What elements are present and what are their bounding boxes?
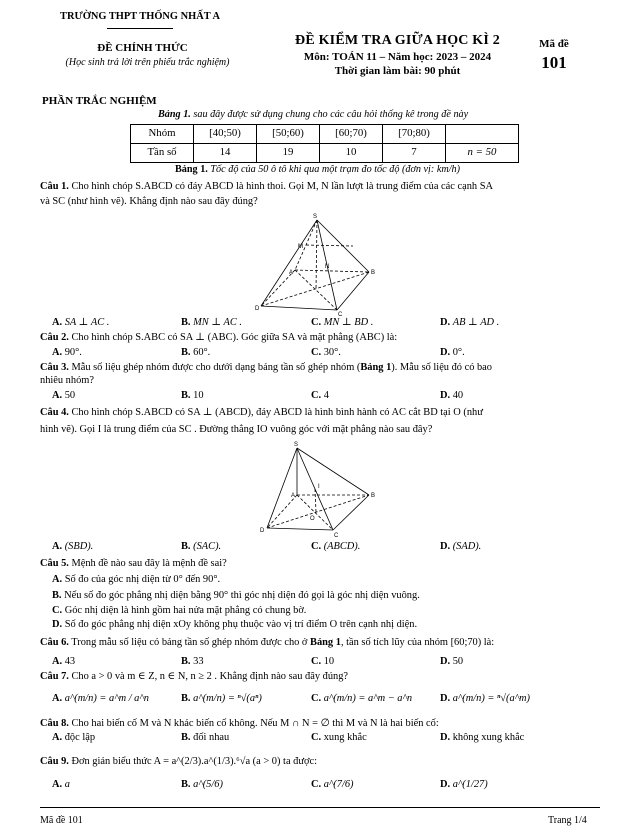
- q7-option-c[interactable]: C. a^(m/n) = a^m − a^n: [311, 693, 413, 704]
- table-row: [131, 125, 519, 144]
- option-text: (SBD).: [64, 541, 94, 552]
- school-name: TRƯỜNG THPT THỐNG NHẤT A: [60, 11, 220, 22]
- frequency-table: [130, 124, 519, 163]
- question-label: Câu 1.: [40, 181, 69, 192]
- option-text: a^(7/6): [323, 779, 354, 790]
- q3-option-b[interactable]: B. 10: [181, 390, 204, 401]
- option-text: 43: [64, 656, 76, 667]
- q4-option-d[interactable]: D. (SAD).: [440, 541, 482, 552]
- table-cell: [60;70): [320, 125, 383, 144]
- exam-title: ĐỀ KIỂM TRA GIỮA HỌC KÌ 2: [295, 33, 500, 48]
- table-caption-bottom: [175, 164, 460, 177]
- q1-option-b[interactable]: B. MN ⊥ AC .: [181, 317, 242, 328]
- caption-bottom-bold: Bảng 1.: [175, 164, 208, 175]
- label-b: B: [371, 493, 376, 499]
- option-text: 4: [323, 390, 329, 401]
- question-text: Mệnh đề nào sau đây là mệnh đề sai?: [68, 558, 227, 569]
- question-text: Mẫu số liệu ghép nhóm được cho dưới dạng bảng tần số ghép nhóm (: [68, 362, 361, 373]
- option-text: MN ⊥ AC .: [193, 317, 242, 328]
- question-label: Câu 9.: [40, 756, 69, 767]
- label-c: C: [338, 312, 343, 318]
- exam-code-value: 101: [541, 53, 567, 72]
- option-text: 50: [64, 390, 76, 401]
- option-text: 90°.: [64, 347, 82, 358]
- question-label: Câu 4.: [40, 407, 69, 418]
- question-text: Cho a > 0 và m ∈ Z, n ∈ N, n ≥ 2 . Khẳng định nào sau đây đúng?: [68, 671, 349, 682]
- option-text: 10: [323, 656, 335, 667]
- q3-option-c[interactable]: C. 4: [311, 390, 329, 401]
- exam-code-label: Mã đề: [539, 38, 569, 50]
- table-cell: 10: [320, 144, 383, 163]
- table-reference: Bảng 1: [310, 637, 341, 648]
- question-2: [40, 331, 397, 344]
- table-cell: [446, 125, 519, 144]
- option-text: a^(1/27): [452, 779, 488, 790]
- label-m: M: [298, 244, 303, 250]
- q9-option-c[interactable]: C. a^(7/6): [311, 779, 354, 790]
- question-text: Trong mẫu số liệu có bảng tần số ghép nhóm được cho ở: [68, 637, 311, 648]
- q7-option-b[interactable]: B. a^(m/n) = ⁿ√(aⁿ): [181, 693, 262, 704]
- table-cell: Nhóm: [131, 125, 194, 144]
- option-text: độc lập: [64, 732, 96, 743]
- question-4-line2: hình vẽ). Gọi I là trung điểm của SC . Đường thẳng IO vuông góc với mặt phẳng nào sau đây?: [40, 424, 433, 435]
- option-text: a^(m/n) = a^m − a^n: [323, 693, 413, 704]
- section-title: PHẦN TRẮC NGHIỆM: [42, 95, 157, 107]
- caption-bottom-text: Tốc độ của 50 ô tô khi qua một trạm đo tốc độ (đơn vị: km/h): [207, 164, 461, 175]
- q6-option-d[interactable]: D. 50: [440, 656, 464, 667]
- caption-top-text: sau đây được sử dụng chung cho các câu hỏi thống kê trong đề này: [190, 109, 469, 120]
- option-text: Nếu số đo góc phẳng nhị diện bằng 90° thì góc nhị diện đó gọi là góc nhị diện vuông.: [64, 590, 420, 601]
- option-text: (ABCD).: [323, 541, 361, 552]
- label-s: S: [294, 442, 299, 448]
- option-text: (SAC).: [193, 541, 222, 552]
- table-cell: 7: [383, 144, 446, 163]
- table-cell: 14: [194, 144, 257, 163]
- option-text: 40: [452, 390, 464, 401]
- table-cell: 19: [257, 144, 320, 163]
- table-row: [131, 144, 519, 163]
- option-text: xung khắc: [323, 732, 367, 743]
- label-a: A: [289, 270, 294, 276]
- pyramid-figure-2: [255, 440, 380, 540]
- label-o: O: [310, 516, 315, 522]
- table-cell: [70;80): [383, 125, 446, 144]
- option-text: a^(m/n) = ⁿ√(aⁿ): [193, 693, 262, 704]
- option-text: đối nhau: [193, 732, 230, 743]
- option-text: Số đo góc phẳng nhị diện xOy không phụ thuộc vào vị trí điểm O trên cạnh nhị diện.: [64, 619, 418, 630]
- label-b: B: [371, 270, 376, 276]
- q5-option-d[interactable]: D. Số đo góc phẳng nhị diện xOy không phụ thuộc vào vị trí điểm O trên cạnh nhị diện.: [52, 619, 418, 630]
- option-text: Góc nhị diện là hình gồm hai nửa mặt phẳng có chung bờ.: [64, 605, 307, 616]
- q8-option-b[interactable]: B. đối nhau: [181, 732, 230, 743]
- option-text: 30°.: [323, 347, 341, 358]
- question-6: [40, 636, 494, 649]
- label-d: D: [260, 528, 265, 534]
- table-reference: Bảng 1: [360, 362, 392, 373]
- q9-option-d[interactable]: D. a^(1/27): [440, 779, 488, 790]
- option-text: 10: [193, 390, 204, 401]
- question-3: [40, 361, 492, 374]
- q9-option-b[interactable]: B. a^(5/6): [181, 779, 223, 790]
- q2-option-a[interactable]: A. 90°.: [52, 347, 82, 358]
- table-cell: [50;60): [257, 125, 320, 144]
- q7-option-a[interactable]: A. a^(m/n) = a^m / a^n: [52, 693, 149, 704]
- option-text: a^(m/n) = ⁿ√(a^m): [452, 693, 530, 704]
- option-text: SA ⊥ AC .: [64, 317, 110, 328]
- footer-divider: [40, 807, 600, 808]
- label-a: A: [291, 493, 296, 499]
- q1-option-a[interactable]: A. SA ⊥ AC .: [52, 317, 110, 328]
- q5-option-b[interactable]: B. Nếu số đo góc phẳng nhị diện bằng 90° thì góc nhị diện đó gọi là góc nhị diện vuông.: [52, 590, 420, 601]
- q2-option-c[interactable]: C. 30°.: [311, 347, 341, 358]
- q1-option-c[interactable]: C. MN ⊥ BD .: [311, 317, 374, 328]
- question-label: Câu 5.: [40, 558, 69, 569]
- label-i: I: [318, 484, 320, 490]
- q7-option-d[interactable]: D. a^(m/n) = ⁿ√(a^m): [440, 693, 530, 704]
- option-text: a^(m/n) = a^m / a^n: [64, 693, 149, 704]
- option-text: AB ⊥ AD .: [452, 317, 500, 328]
- question-1: [40, 180, 493, 193]
- table-cell: [40;50): [194, 125, 257, 144]
- question-label: Câu 6.: [40, 637, 69, 648]
- footer-page: Trang 1/4: [548, 815, 587, 826]
- q8-option-d[interactable]: D. không xung khắc: [440, 732, 525, 743]
- q4-option-b[interactable]: B. (SAC).: [181, 541, 222, 552]
- option-text: MN ⊥ BD .: [323, 317, 374, 328]
- footer-code: Mã đề 101: [40, 815, 83, 826]
- question-7: [40, 670, 348, 683]
- q3-option-a[interactable]: A. 50: [52, 390, 76, 401]
- option-text: 60°.: [193, 347, 211, 358]
- q5-option-a[interactable]: A. Số đo của góc nhị diện từ 0° đến 90°.: [52, 574, 221, 585]
- q2-option-d[interactable]: D. 0°.: [440, 347, 465, 358]
- question-9: [40, 755, 317, 768]
- q5-option-c[interactable]: C. Góc nhị diện là hình gồm hai nửa mặt phẳng có chung bờ.: [52, 605, 307, 616]
- label-c: C: [334, 533, 339, 539]
- question-4: [40, 406, 483, 419]
- question-text: Cho hình chóp S.ABC có SA ⊥ (ABC). Góc giữa SA và mặt phẳng (ABC) là:: [68, 332, 398, 343]
- question-label: Câu 7.: [40, 671, 69, 682]
- question-text: Cho hình chóp S.ABCD có đáy ABCD là hình thoi. Gọi M, N lần lượt là trung điểm của các cạnh SA: [68, 181, 493, 192]
- pyramid-figure-1: [255, 210, 380, 318]
- option-text: a^(5/6): [193, 779, 223, 790]
- option-text: không xung khắc: [452, 732, 525, 743]
- option-text: 33: [193, 656, 204, 667]
- q9-option-a[interactable]: A. a: [52, 779, 70, 790]
- question-label: Câu 8.: [40, 718, 69, 729]
- option-text: 0°.: [452, 347, 465, 358]
- caption-top-bold: Bảng 1.: [158, 109, 191, 120]
- option-text: (SAD).: [452, 541, 482, 552]
- q6-option-b[interactable]: B. 33: [181, 656, 204, 667]
- q4-option-a[interactable]: A. (SBD).: [52, 541, 94, 552]
- label-n: N: [325, 264, 330, 270]
- q6-option-c[interactable]: C. 10: [311, 656, 335, 667]
- header-underline: [107, 28, 173, 29]
- q4-option-c[interactable]: C. (ABCD).: [311, 541, 361, 552]
- question-text: Cho hai biến cố M và N khác biến cố không. Nếu M ∩ N = ∅ thì M và N là hai biến cố:: [68, 718, 439, 729]
- question-8: [40, 717, 439, 730]
- table-cell: n = 50: [446, 144, 519, 163]
- question-label: Câu 3.: [40, 362, 69, 373]
- q2-option-b[interactable]: B. 60°.: [181, 347, 211, 358]
- question-5: [40, 557, 227, 570]
- q8-option-c[interactable]: C. xung khắc: [311, 732, 367, 743]
- q8-option-a[interactable]: A. độc lập: [52, 732, 96, 743]
- option-text: Số đo của góc nhị diện từ 0° đến 90°.: [64, 574, 221, 585]
- official-label: ĐỀ CHÍNH THỨC: [97, 42, 188, 54]
- header-note: (Học sinh trả lời trên phiếu trắc nghiệm): [65, 57, 230, 68]
- table-caption-top: [158, 109, 468, 122]
- exam-time: Thời gian làm bài: 90 phút: [334, 65, 461, 77]
- question-3-line2: nhiêu nhóm?: [40, 375, 94, 386]
- question-text: Đơn giản biểu thức A = a^(2/3).a^(1/3).⁶√a (a > 0) ta được:: [68, 756, 317, 767]
- question-1-line2: và SC (như hình vẽ). Khẳng định nào sau đây đúng?: [40, 196, 258, 207]
- option-text: 50: [452, 656, 464, 667]
- exam-subject: Môn: TOÁN 11 – Năm học: 2023 – 2024: [303, 51, 492, 63]
- question-text: Cho hình chóp S.ABCD có SA ⊥ (ABCD), đáy ABCD là hình bình hành có AC cắt BD tại O (như: [68, 407, 483, 418]
- label-s: S: [313, 214, 318, 220]
- label-d: D: [255, 306, 260, 312]
- q3-option-d[interactable]: D. 40: [440, 390, 464, 401]
- option-text: a: [64, 779, 70, 790]
- question-text: , tần số tích lũy của nhóm [60;70) là:: [340, 637, 495, 648]
- question-label: Câu 2.: [40, 332, 69, 343]
- q1-option-d[interactable]: D. AB ⊥ AD .: [440, 317, 500, 328]
- question-text: ). Mẫu số liệu đó có bao: [391, 362, 492, 373]
- table-cell: Tần số: [131, 144, 194, 163]
- q6-option-a[interactable]: A. 43: [52, 656, 76, 667]
